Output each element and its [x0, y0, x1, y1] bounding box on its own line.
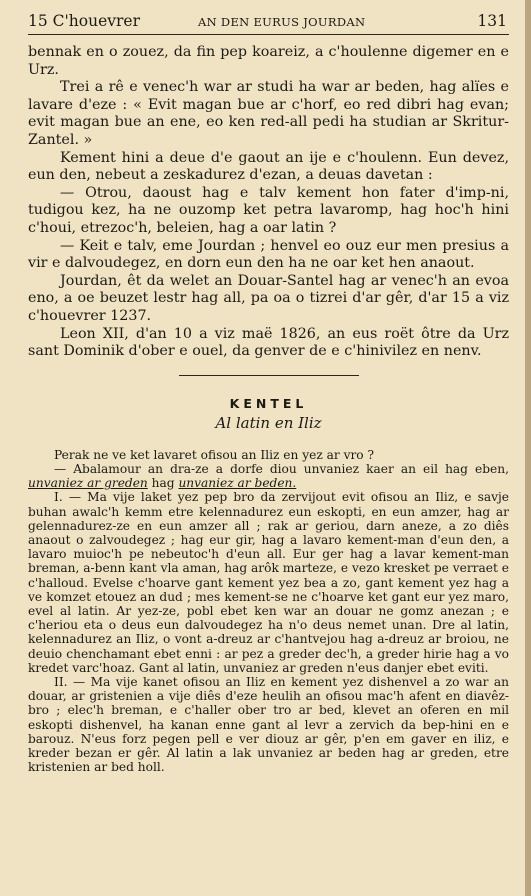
section-subtitle: Al latin en Iliz	[215, 413, 322, 432]
section-divider	[179, 375, 359, 376]
page-edge	[525, 0, 531, 896]
lesson-text	[28, 448, 509, 775]
header-rule	[28, 34, 509, 35]
paragraph: I. — Ma vije laket yez pep bro da zervijout evit ofisou an Iliz, e savje buhan awalc'h kemm etre kelennadurez eun eskopti, en eun amzer, hag ar gelennadurez-ze en eun amzer all ; rak ar geriou, darn aneze, a zo diês anaout o zalvoudegez ; hag eur gir, hag a lavaro kement-man d'eun den, a lavaro muioc'h pe nebeutoc'h d'eun all. Eur ger hag a lavar kement-man breman, a-benn kant vla aman, hag arôk marteze, e vezo kresket pe verraet e c'halloud. Evelse c'hoarve gant kement yez bea a zo, gant kement yez hag a ve komzet etouez an dud ; mes kement-se ne c'hoarve ket gant eur yez maro, evel al latin. Ar yez-ze, pobl ebet ken war an douar ne gomz anezan ; e c'heriou eta o deus eun dalvoudegez ha n'o deus nemet unan. Dre al latin, kelennadurez an Iliz, o vont a-dreuz ar c'hantvejou hag a-dreuz ar broiou, ne deuio chenchamant ebet enni : ar pez a greder dec'h, a greder hirie hag a vo kredet varc'hoaz. Gant al latin, unvaniez ar greden n'eus danjer ebet eviti.	[28, 490, 509, 675]
main-text	[28, 44, 509, 361]
paragraph: II. — Ma vije kanet ofisou an Iliz en kement yez dishenvel a zo war an douar, ar gristenien a vije diês d'eze heulih an ofisou mac'h afent en diavêz-bro ; elec'h breman, e c'haller ober tro ar bed, klevet an oferen en mil eskopti dishenvel, ha kanan enne gant al levr a zervich da bep-hini en e barouz. N'eus forz pegen pell e ver diouz ar gêr, p'en em gaver en iliz, e kreder bezan er gêr. Al latin a lak unvaniez ar beden hag ar greden, etre kristenien ar bed holl.	[28, 674, 509, 775]
paragraph: Trei a rê e venec'h war ar studi ha war ar beden, hag alïes e lavare d'eze : « Evit magan bue ar c'horf, eo red dibri hag evan; evit magan bue an ene, eo ken red-all pedi ha studian ar Skritur-Zantel. »	[28, 79, 509, 148]
underlined-phrase: unvaniez ar beden.	[178, 476, 297, 491]
paragraph: bennak en o zouez, da fin pep koareiz, a c'houlenne digemer en e Urz.	[28, 44, 509, 78]
paragraph: Perak ne ve ket lavaret ofisou an Iliz en yez ar vro ?	[54, 447, 375, 462]
header-title: AN DEN EURUS JOURDAN	[198, 15, 366, 29]
paragraph: Kement hini a deue d'e gaout an ije e c'houlenn. Eun devez, eun den, nebeut a zeskadurez d'ezan, a deuas davetan :	[28, 149, 509, 184]
paragraph: — Keit e talv, eme Jourdan ; henvel eo ouz eur men presius a vir e dalvoudegez, en dorn eun den ha ne oar ket hen anaout.	[28, 237, 509, 272]
page-number: 131	[477, 12, 507, 30]
paragraph	[28, 462, 509, 490]
paragraph: Jourdan, êt da welet an Douar-Santel hag ar venec'h an evoa eno, a oe beuzet lestr hag all, pa oa o tizrei d'ar gêr, d'ar 15 a viz c'houevrer 1237.	[28, 272, 509, 324]
paragraph-text: hag	[147, 476, 179, 491]
header-date: 15 C'houevrer	[28, 12, 140, 30]
paragraph: Leon XII, d'an 10 a viz maë 1826, an eus roët ôtre da Urz sant Dominik d'ober e ouel, da genver de e c'hinivilez en nenv.	[28, 325, 509, 360]
paragraph-text: — Abalamour an dra-ze a dorfe diou unvaniez kaer an eil hag eben,	[54, 461, 509, 476]
underlined-phrase: unvaniez ar greden	[28, 476, 148, 491]
section-heading: KENTEL	[229, 395, 308, 411]
paragraph: — Otrou, daoust hag e talv kement hon fater d'imp-ni, tudigou kez, ha ne ouzomp ket petra lavaromp, hag hoc'h hini c'houi, etrezoc'h, beleien, hag a oar latin ?	[28, 184, 509, 236]
running-header	[28, 12, 509, 44]
